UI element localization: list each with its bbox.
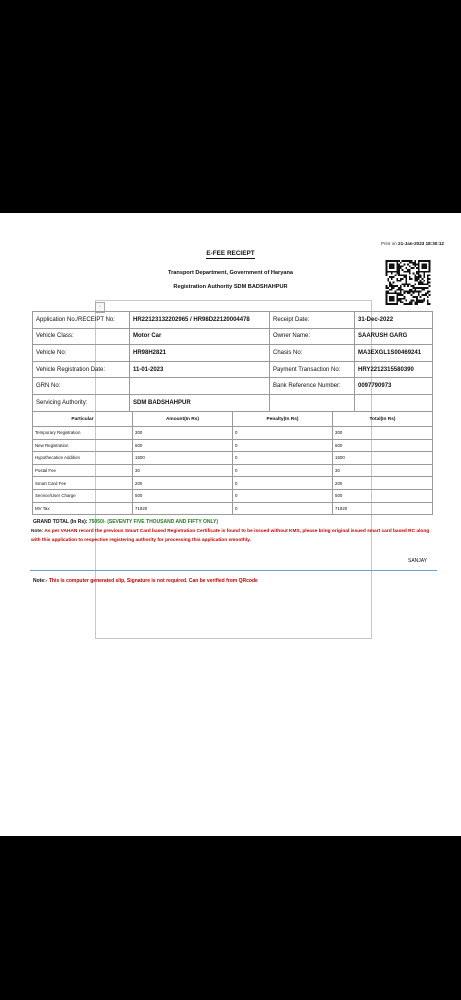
- fee-total-cell: 500: [333, 489, 433, 502]
- info-label: Vehicle Registration Date:: [33, 361, 130, 378]
- fee-row: [33, 452, 433, 465]
- info-value: [355, 394, 433, 411]
- info-value: HRY2212315580390: [355, 361, 433, 378]
- info-label: GRN No:: [33, 378, 130, 395]
- fee-amount-cell: 1500: [133, 452, 233, 465]
- fee-table-header: [33, 412, 433, 427]
- fee-column-header: Total(In Rs): [333, 412, 433, 427]
- fee-particular-cell: MV Tax: [33, 502, 133, 515]
- info-value: HR98H2821: [130, 345, 270, 362]
- footer-note: [33, 578, 258, 584]
- info-value: [130, 378, 270, 395]
- vahan-note-label: Note:: [31, 529, 44, 534]
- info-value: SDM BADSHAHPUR: [130, 394, 270, 411]
- fee-particular-cell: New Registration: [33, 439, 133, 452]
- grand-total-amount: 75050/-: [88, 519, 106, 525]
- grand-total: [33, 519, 218, 525]
- info-label: Receipt Date:: [270, 312, 355, 329]
- info-label: Servicing Authority:: [33, 394, 130, 411]
- info-value: 0097790973: [355, 378, 433, 395]
- info-value: Motor Car: [130, 328, 270, 345]
- department-name: Transport Department, Government of Haryana: [168, 270, 293, 276]
- fee-penalty-cell: 0: [233, 502, 333, 515]
- fee-penalty-cell: 0: [233, 489, 333, 502]
- info-label: Owner Name:: [270, 328, 355, 345]
- info-label: Vehicle No:: [33, 345, 130, 362]
- print-timestamp: [381, 241, 444, 246]
- qr-code-icon: [385, 260, 431, 305]
- fee-amount-cell: 71920: [133, 502, 233, 515]
- fee-amount-cell: 30: [133, 464, 233, 477]
- fee-column-header: Penalty(In Rs): [233, 412, 333, 427]
- vehicle-info-table: [32, 311, 433, 412]
- fee-particular-cell: Service/User Charge: [33, 489, 133, 502]
- info-row: [33, 312, 433, 329]
- fee-column-header: Particular: [33, 412, 133, 427]
- info-row: [33, 345, 433, 362]
- info-row: [33, 361, 433, 378]
- divider: [30, 570, 437, 571]
- print-on-label: Print on: [380, 241, 397, 246]
- grand-total-label: GRAND TOTAL (In Rs):: [33, 519, 88, 525]
- broken-image-icon: ▫: [95, 302, 105, 313]
- fee-amount-cell: 500: [133, 489, 233, 502]
- fee-particular-cell: Hypothecation Addition: [33, 452, 133, 465]
- receipt-title: E-FEE RECIEPT: [206, 250, 255, 257]
- fee-penalty-cell: 0: [233, 464, 333, 477]
- fee-particular-cell: Postal Fee: [33, 464, 133, 477]
- info-value: 31-Dec-2022: [355, 312, 433, 329]
- info-label: Payment Transaction No:: [270, 361, 355, 378]
- fee-row: [33, 489, 433, 502]
- fee-penalty-cell: 0: [233, 477, 333, 490]
- fee-amount-cell: 200: [133, 477, 233, 490]
- info-row: [33, 394, 433, 411]
- vahan-note-text: As per VAHAN record the previous Smart Card based Registration Certificate is found to be issued without KMS, please bring original issued smart card based RC along with this application to respective registering authority for processing this application smoothly.: [31, 529, 430, 544]
- fee-penalty-cell: 0: [233, 439, 333, 452]
- fee-row: [33, 477, 433, 490]
- fee-particular-cell: Temporary Registration: [33, 427, 133, 440]
- info-label: Chasis No:: [270, 345, 355, 362]
- receipt-page: [0, 213, 461, 836]
- info-value: SAARUSH GARG: [355, 328, 433, 345]
- info-value: 11-01-2023: [130, 361, 270, 378]
- fee-row: [33, 464, 433, 477]
- grand-total-words: (SEVENTY FIVE THOUSAND AND FIFTY ONLY): [107, 519, 219, 525]
- fee-column-header: Amount(In Rs): [133, 412, 233, 427]
- fee-total-cell: 300: [333, 427, 433, 440]
- fee-penalty-cell: 0: [233, 427, 333, 440]
- fee-particular-cell: Smart Card Fee: [33, 477, 133, 490]
- info-row: [33, 328, 433, 345]
- info-row: [33, 378, 433, 395]
- fee-total-cell: 71920: [333, 502, 433, 515]
- fee-penalty-cell: 0: [233, 452, 333, 465]
- registration-authority: Registration Authority SDM BADSHAHPUR: [173, 284, 288, 290]
- fee-total-cell: 30: [333, 464, 433, 477]
- info-label: [270, 394, 355, 411]
- signatory-name: SANJAY: [408, 558, 428, 564]
- fee-total-cell: 200: [333, 477, 433, 490]
- fee-table: [32, 411, 433, 515]
- footer-note-label: Note:-: [33, 578, 48, 584]
- info-value: HR22123132202965 / HR98D22120004478: [130, 312, 270, 329]
- fee-row: [33, 439, 433, 452]
- info-value: MA3EXGL1S00469241: [355, 345, 433, 362]
- info-label: Vehicle Class:: [33, 328, 130, 345]
- fee-total-cell: 600: [333, 439, 433, 452]
- fee-amount-cell: 600: [133, 439, 233, 452]
- info-label: Application No./RECEIPT No:: [33, 312, 130, 329]
- footer-note-text: This is computer generated slip, Signature is not required. Can be verified from QRcode: [48, 578, 258, 584]
- info-label: Bank Reference Number:: [270, 378, 355, 395]
- fee-row: [33, 502, 433, 515]
- vahan-note: [31, 527, 433, 545]
- fee-row: [33, 427, 433, 440]
- print-on-value: 21-Jan-2023 18:30:12: [398, 241, 444, 246]
- fee-amount-cell: 300: [133, 427, 233, 440]
- fee-total-cell: 1500: [333, 452, 433, 465]
